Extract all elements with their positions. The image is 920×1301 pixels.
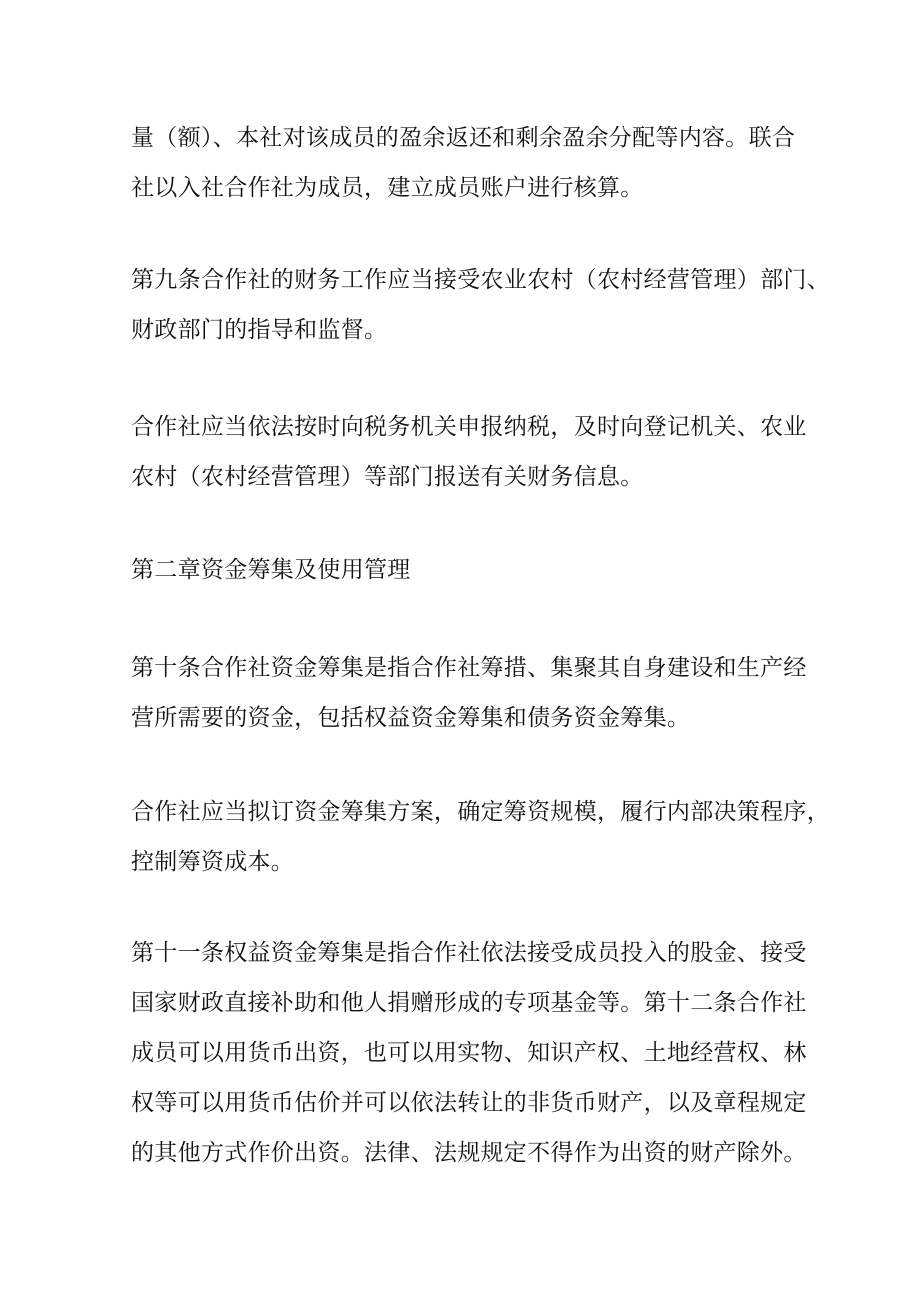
text-line: 社以入社合作社为成员，建立成员账户进行核算。 [131,175,644,201]
text-line: 营所需要的资金，包括权益资金筹集和债务资金筹集。 [131,705,691,731]
paragraph-article-10 [131,643,811,743]
chapter-heading [131,545,811,595]
text-line: 第九条合作社的财务工作应当接受农业农村（农村经营管理）部门、 [131,267,830,293]
text-line: 合作社应当拟订资金筹集方案，确定筹资规模，履行内部决策程序， [131,799,830,825]
paragraph-article-9 [131,255,830,355]
text-line: 合作社应当依法按时向税务机关申报纳税，及时向登记机关、农业 [131,414,807,440]
paragraph-tax-filing [131,402,811,502]
text-line: 国家财政直接补助和他人捐赠形成的专项基金等。第十二条合作社 [131,990,807,1016]
text-line: 权等可以用货币估价并可以依法转让的非货币财产，以及章程规定 [131,1090,807,1116]
text-line: 第十条合作社资金筹集是指合作社筹措、集聚其自身建设和生产经 [131,655,807,681]
text-line: 的其他方式作价出资。法律、法规规定不得作为出资的财产除外。 [131,1140,807,1166]
chapter-title: 第二章资金筹集及使用管理 [131,557,411,583]
text-line: 成员可以用货币出资，也可以用实物、知识产权、土地经营权、林 [131,1040,807,1066]
paragraph-article-11-12 [131,928,811,1178]
text-line: 农村（农村经营管理）等部门报送有关财务信息。 [131,464,644,490]
text-line: 第十一条权益资金筹集是指合作社依法接受成员投入的股金、接受 [131,940,807,966]
text-line: 控制筹资成本。 [131,849,295,875]
text-line: 财政部门的指导和监督。 [131,317,388,343]
paragraph-member-account [131,113,811,213]
text-line: 量（额）、本社对该成员的盈余返还和剩余盈余分配等内容。联合 [131,125,796,151]
paragraph-financing-plan [131,787,830,887]
